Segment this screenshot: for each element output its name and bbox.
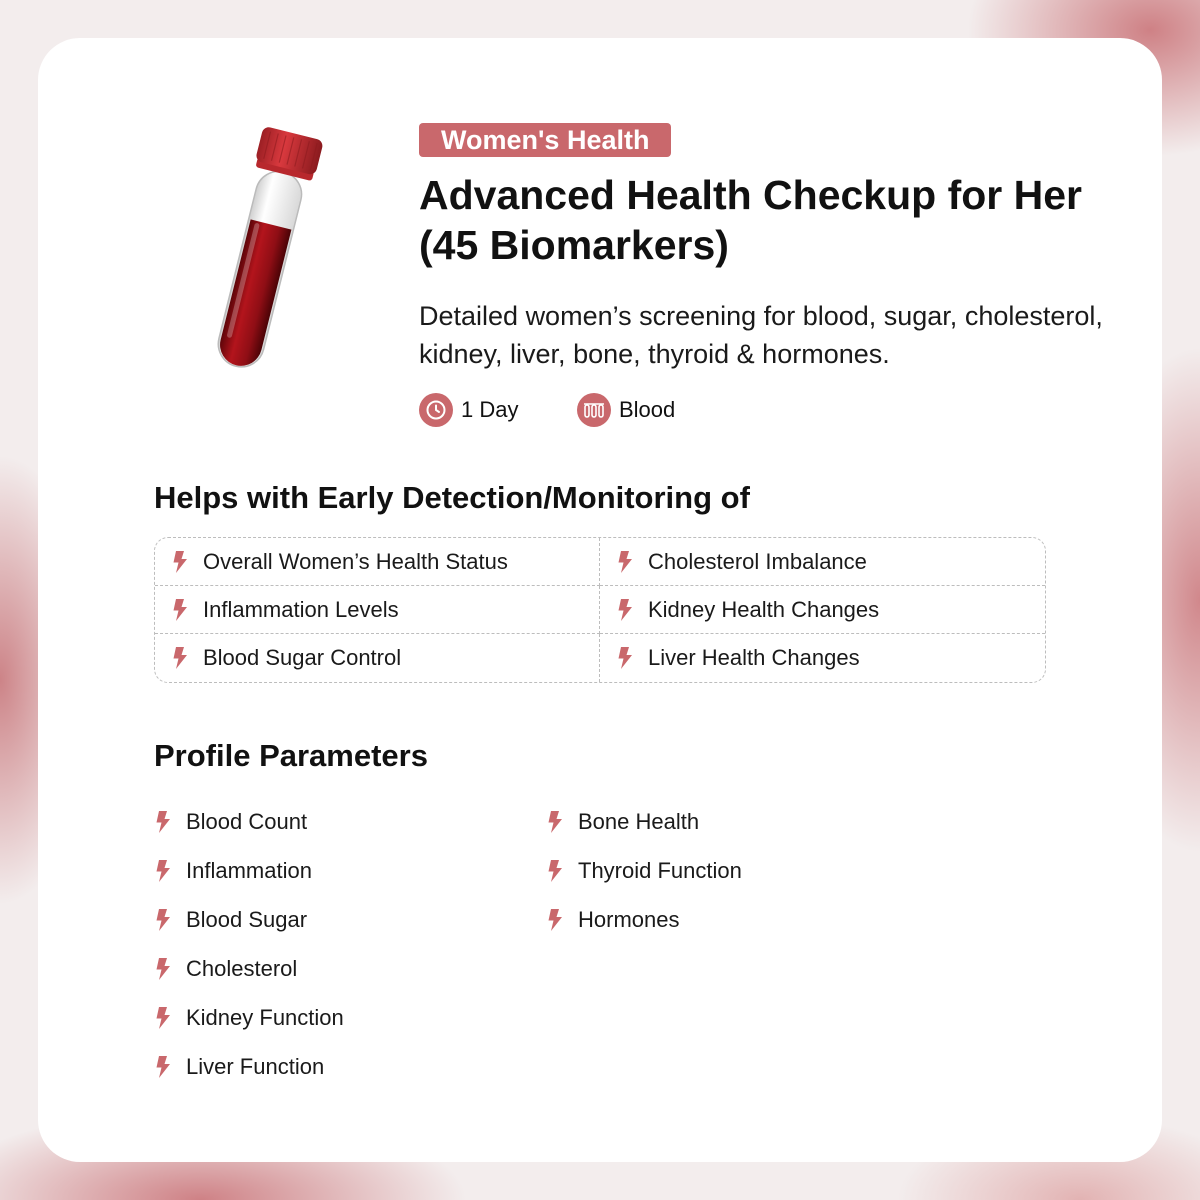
sample-type-label: Blood [619, 397, 676, 422]
profile-parameters-column-1 [154, 797, 344, 1091]
list-item-label: Cholesterol Imbalance [648, 548, 867, 574]
list-item-label: Thyroid Function [578, 857, 742, 883]
detection-item [155, 586, 600, 634]
list-item [154, 797, 344, 846]
bolt-icon [154, 908, 172, 932]
blood-test-tube-image [190, 122, 340, 392]
detection-item [600, 586, 1045, 634]
detection-item [600, 634, 1045, 682]
list-item [154, 846, 344, 895]
bolt-icon [154, 957, 172, 981]
list-item-label: Cholesterol [186, 955, 298, 981]
list-item-label: Kidney Health Changes [648, 596, 880, 622]
test-description: Detailed women’s screening for blood, sugar, cholesterol, kidney, liver, bone, thyroid & hormones. [419, 301, 1103, 369]
bolt-icon [616, 550, 634, 574]
list-item-label: Blood Sugar [186, 906, 308, 932]
list-item-label: Hormones [578, 906, 680, 932]
detection-item [600, 538, 1045, 586]
page-title: Advanced Health Checkup for Her (45 Biomarkers) [419, 172, 1082, 268]
profile-heading: Profile Parameters [154, 738, 428, 773]
bolt-icon [546, 908, 564, 932]
profile-parameters-column-2 [546, 797, 742, 944]
detection-heading: Helps with Early Detection/Monitoring of [154, 480, 750, 515]
list-item [154, 895, 344, 944]
bolt-icon [616, 646, 634, 670]
list-item-label: Bone Health [578, 808, 700, 834]
bolt-icon [154, 1006, 172, 1030]
sample-type-info [577, 393, 675, 427]
list-item [546, 846, 742, 895]
list-item [546, 895, 742, 944]
bolt-icon [171, 646, 189, 670]
bolt-icon [154, 810, 172, 834]
bolt-icon [546, 810, 564, 834]
list-item-label: Blood Sugar Control [203, 645, 402, 670]
list-item-label: Blood Count [186, 808, 308, 834]
list-item [154, 1042, 344, 1091]
list-item [546, 797, 742, 846]
bolt-icon [154, 859, 172, 883]
detection-item [155, 538, 600, 586]
clock-icon [419, 393, 453, 427]
detection-item [155, 634, 600, 682]
bolt-icon [171, 550, 189, 574]
list-item-label: Overall Women’s Health Status [203, 548, 508, 574]
list-item [154, 993, 344, 1042]
bolt-icon [546, 859, 564, 883]
detection-grid [154, 537, 1046, 683]
list-item-label: Inflammation Levels [203, 596, 399, 622]
category-tag: Women's Health [419, 123, 671, 157]
list-item [154, 944, 344, 993]
duration-info [419, 393, 518, 427]
list-item-label: Liver Function [186, 1053, 325, 1079]
test-tubes-icon [577, 393, 611, 427]
list-item-label: Liver Health Changes [648, 645, 860, 670]
bolt-icon [171, 598, 189, 622]
bolt-icon [616, 598, 634, 622]
list-item-label: Kidney Function [186, 1004, 344, 1030]
duration-label: 1 Day [461, 397, 519, 422]
list-item-label: Inflammation [186, 857, 312, 883]
bolt-icon [154, 1055, 172, 1079]
